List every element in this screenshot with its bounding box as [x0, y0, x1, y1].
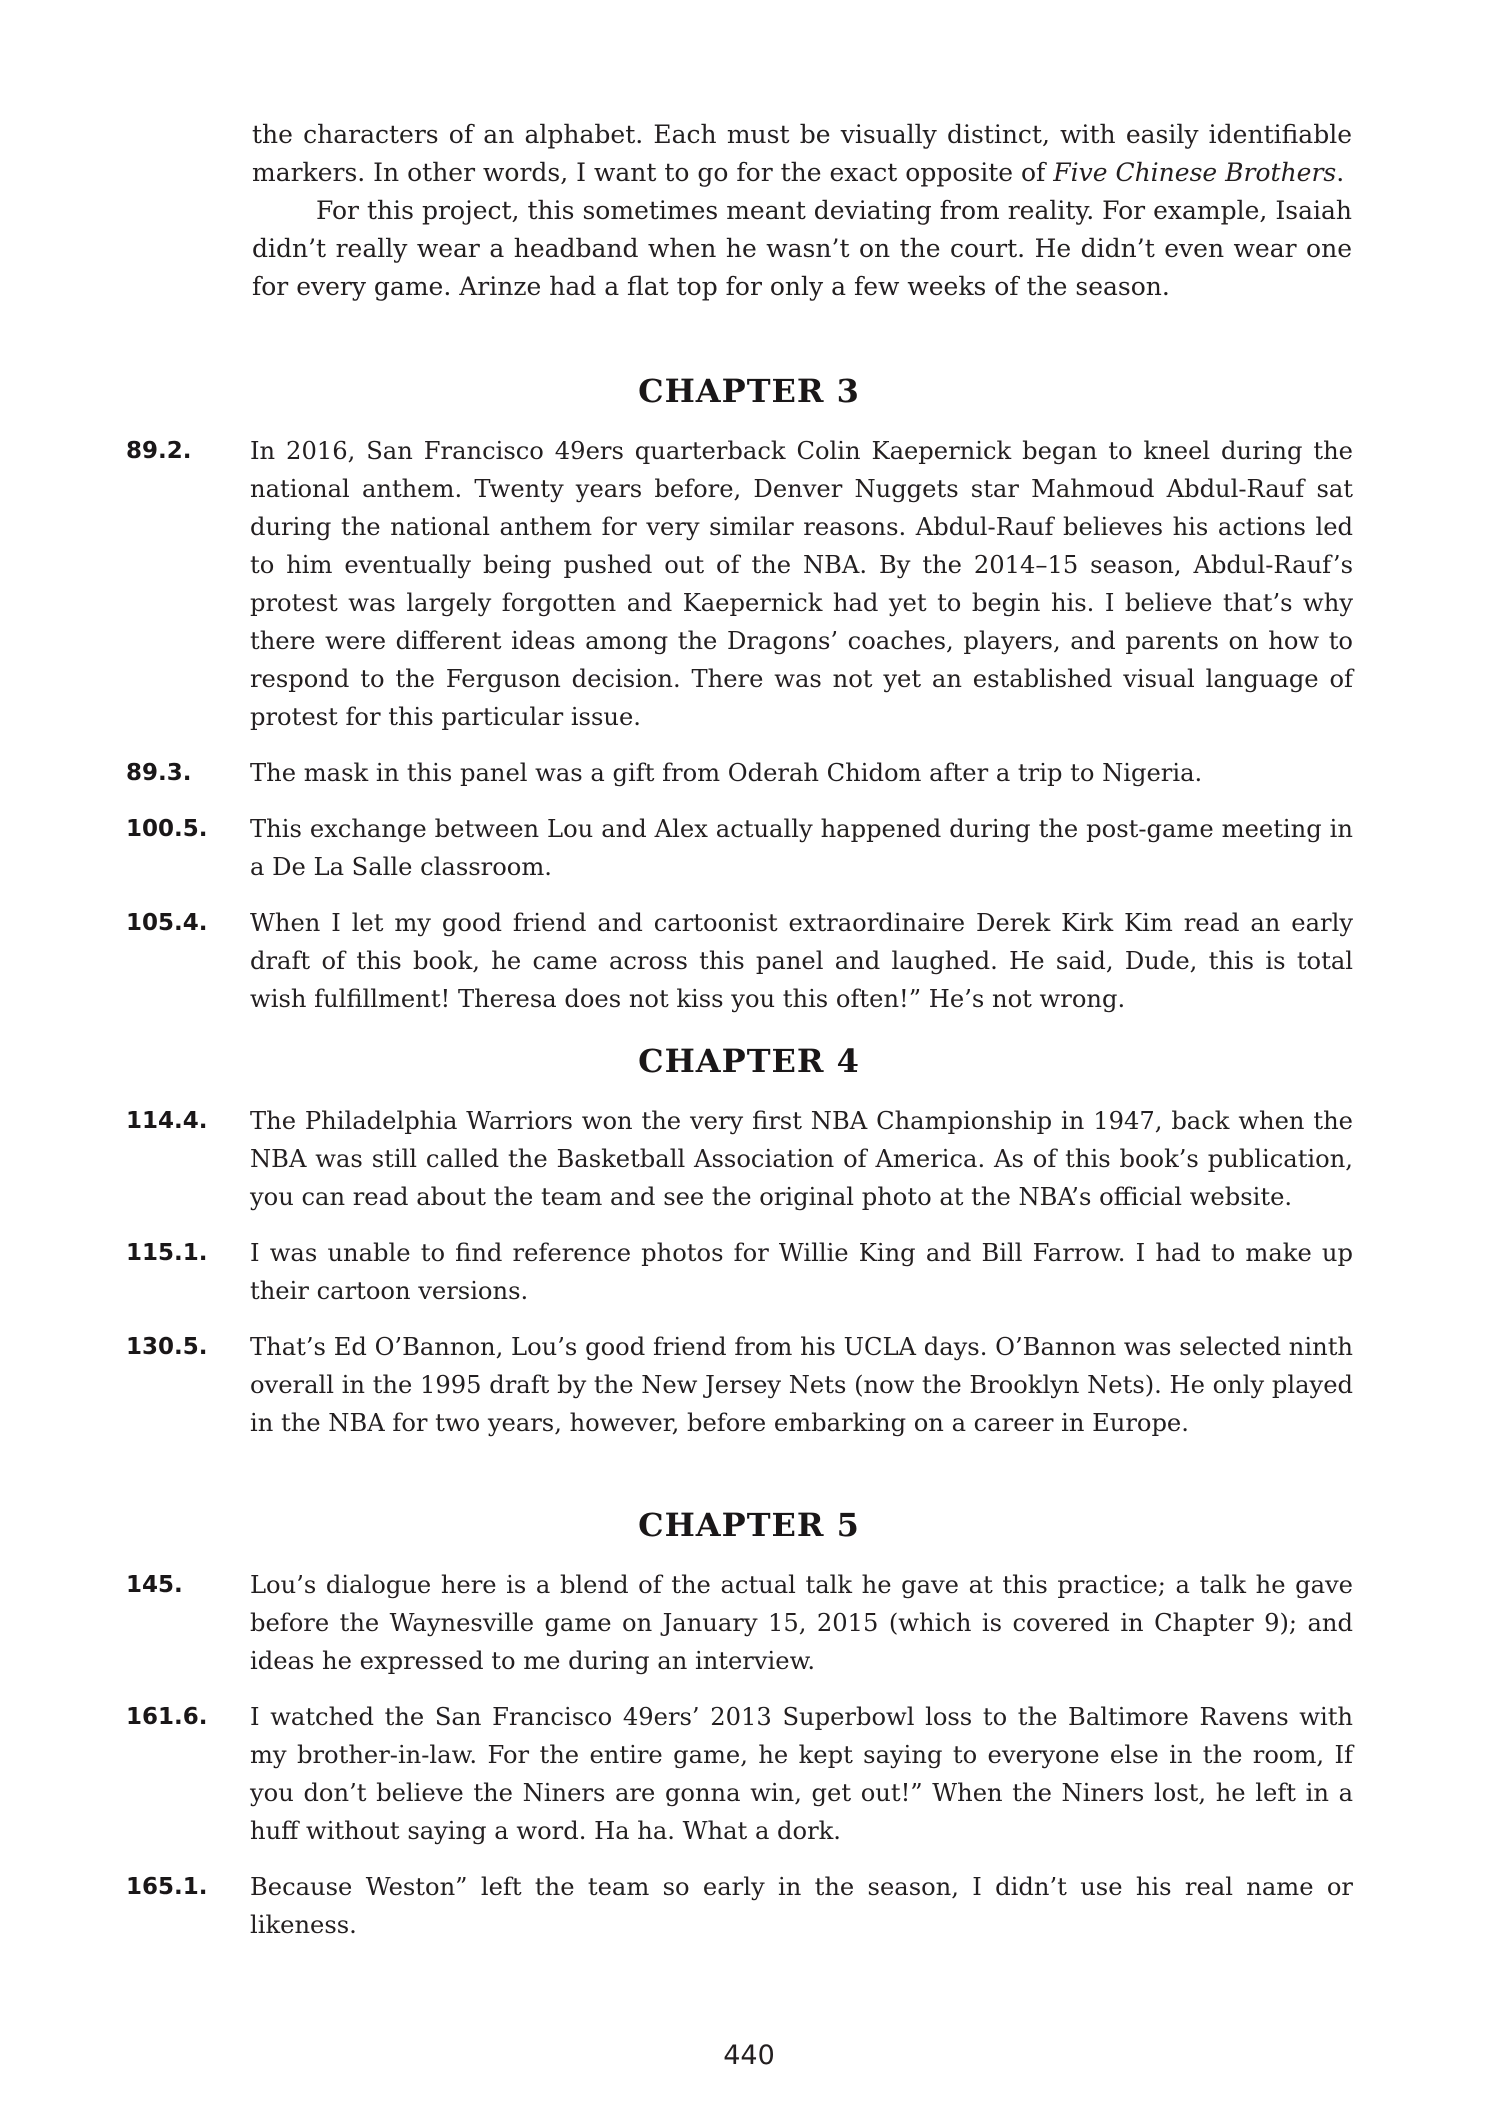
intro-paragraph-1-end: . — [1336, 158, 1345, 187]
note-item — [0, 904, 1498, 1018]
book-title-italic: Five Chinese Brothers — [1053, 158, 1337, 187]
intro-paragraph-2: For this project, this sometimes meant deviating from reality. For example, Isaiah didn’t really wear a headband when he wasn’t on the court. He didn’t even wear one for every game. Arinze had a flat top for only a few weeks of the season. — [252, 196, 1352, 301]
chapter-heading: CHAPTER 3 — [638, 372, 860, 410]
note-number: 105.4. — [126, 910, 208, 936]
chapter-5-section — [0, 1506, 1498, 1944]
note-item — [0, 810, 1498, 886]
chapter-5-notes — [0, 1566, 1498, 1944]
note-text: The Philadelphia Warriors won the very first NBA Championship in 1947, back when the NBA was still called the Basketball Association of America. As of this book’s publication, you can read about the team and see the original photo at the NBA’s official website. — [250, 1107, 1353, 1211]
note-item — [0, 432, 1498, 736]
note-item — [0, 1868, 1498, 1944]
page-number: 440 — [723, 2040, 775, 2071]
note-text: Lou’s dialogue here is a blend of the actual talk he gave at this practice; a talk he gave before the Waynesville game on January 15, 2015 (which is covered in Chapter 9); and ideas he expressed to me during an interview. — [250, 1571, 1353, 1675]
note-text: I watched the San Francisco 49ers’ 2013 Superbowl loss to the Baltimore Ravens with my brother-in-law. For the entire game, he kept saying to everyone else in the room, If you don’t believe the Niners are gonna win, get out!” When the Niners lost, he left in a huff without saying a word. Ha ha. What a dork. — [250, 1703, 1353, 1845]
note-number: 165.1. — [126, 1874, 208, 1900]
note-number: 161.6. — [126, 1704, 208, 1730]
note-text: I was unable to find reference photos for Willie King and Bill Farrow. I had to make up their cartoon versions. — [250, 1239, 1353, 1305]
chapter-heading: CHAPTER 4 — [638, 1042, 860, 1080]
note-item — [0, 1102, 1498, 1216]
note-number: 114.4. — [126, 1108, 208, 1134]
note-item — [0, 1328, 1498, 1442]
chapter-4-section — [0, 1042, 1498, 1442]
note-item — [0, 754, 1498, 792]
note-item — [0, 1566, 1498, 1680]
note-text: When I let my good friend and cartoonist extraordinaire Derek Kirk Kim read an early draft of this book, he came across this panel and laughed. He said, Dude, this is total wish fulfillment! Theresa does not kiss you this often!” He’s not wrong. — [250, 909, 1353, 1013]
note-item — [0, 1698, 1498, 1850]
note-text: This exchange between Lou and Alex actually happened during the post-game meeting in a De La Salle classroom. — [250, 815, 1353, 881]
note-text: The mask in this panel was a gift from Oderah Chidom after a trip to Nigeria. — [250, 759, 1203, 787]
note-number: 100.5. — [126, 816, 208, 842]
note-text: That’s Ed O’Bannon, Lou’s good friend from his UCLA days. O’Bannon was selected ninth overall in the 1995 draft by the New Jersey Nets (now the Brooklyn Nets). He only played in the NBA for two years, however, before embarking on a career in Europe. — [250, 1333, 1353, 1437]
note-number: 115.1. — [126, 1240, 208, 1266]
note-text: In 2016, San Francisco 49ers quarterback Colin Kaepernick began to kneel during the national anthem. Twenty years before, Denver Nuggets star Mahmoud Abdul-Rauf sat during the national anthem for very similar reasons. Abdul-Rauf believes his actions led to him eventually being pushed out of the NBA. By the 2014–15 season, Abdul-Rauf’s protest was largely forgotten and Kaepernick had yet to begin his. I believe that’s why there were different ideas among the Dragons’ coaches, players, and parents on how to respond to the Ferguson decision. There was not yet an established visual language of protest for this particular issue. — [250, 437, 1353, 731]
chapter-3-section — [0, 372, 1498, 1018]
note-number: 130.5. — [126, 1334, 208, 1360]
note-number: 145. — [126, 1572, 183, 1598]
note-number: 89.2. — [126, 438, 192, 464]
note-number: 89.3. — [126, 760, 192, 786]
intro-paragraph-1-text: the characters of an alphabet. Each must be visually distinct, with easily identifiable markers. In other words, I want to go for the exact opposite of — [252, 120, 1352, 187]
intro-continuation — [252, 116, 1352, 306]
chapter-3-notes — [0, 432, 1498, 1018]
note-text: Because Weston” left the team so early in the season, I didn’t use his real name or likeness. — [250, 1873, 1353, 1939]
chapter-heading: CHAPTER 5 — [638, 1506, 860, 1544]
chapter-4-notes — [0, 1102, 1498, 1442]
intro-paragraph-1 — [252, 116, 1352, 192]
note-item — [0, 1234, 1498, 1310]
